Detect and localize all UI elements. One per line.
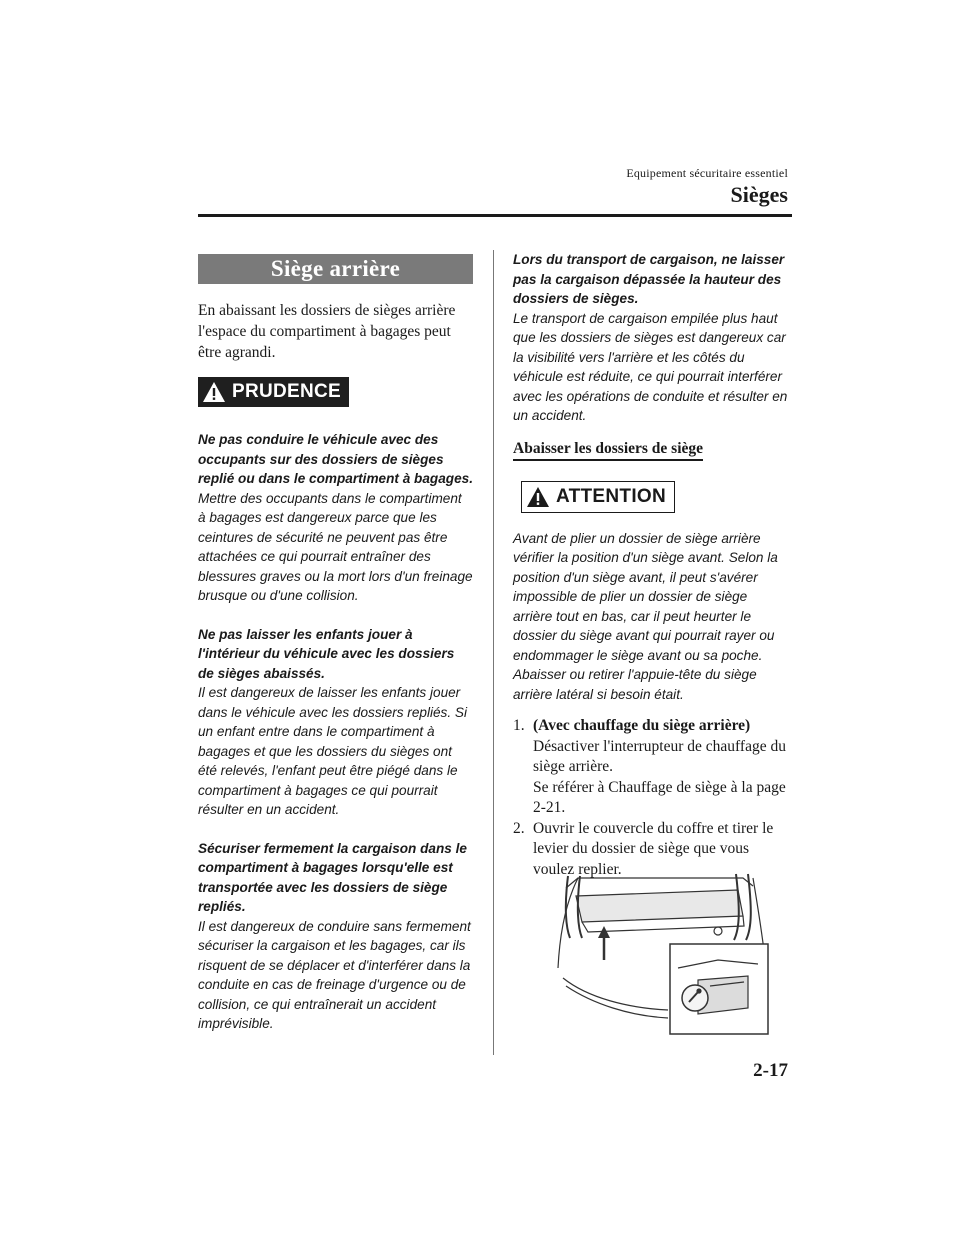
warning-body: Le transport de cargaison empilée plus haut que les dossiers de sièges est dangereux car la visibilité vers l'arrière et les côtés du véhicule est réduite, ce qui pourrait interférer avec les opérations de conduite et résulter en un accident. [513,310,788,423]
right-column [513,250,788,880]
warning-block [513,250,788,426]
step-condition: (Avec chauffage du siège arrière) [533,717,751,734]
warning-triangle-icon [202,381,226,403]
left-column [198,254,473,1034]
warning-body: Il est dangereux de conduire sans fermement sécuriser la cargaison et les bagages, car ils risquent de se déplacer et d'interférer dans la conduite en cas de freinage d'urgence ou de collision, ce qui entraînerait un accident imprévisible. [198,918,471,1031]
header-rule [198,214,792,217]
warning-block [198,430,473,606]
warning-heading: Lors du transport de cargaison, ne laisser pas la cargaison dépassée la hauteur des dossiers de sièges. [513,252,785,306]
warning-heading: Ne pas laisser les enfants jouer à l'intérieur du véhicule avec les dossiers de sièges abaissés. [198,626,455,681]
attention-label [521,481,675,513]
step-number: 1. [513,717,525,734]
warning-triangle-icon [526,486,550,508]
warning-body: Il est dangereux de laisser les enfants jouer dans le véhicule avec les dossiers repliés. Si un enfant entre dans le compartiment à bagages et que les dossiers du sièges ont été relevés, l'enfant peut être piégé dans le compartiment à bagages ce qui pourrait résulter en un accident. [198,685,467,817]
column-divider [493,250,494,1055]
attention-label-text: ATTENTION [556,485,667,507]
intro-paragraph: En abaissant les dossiers de sièges arrière l'espace du compartiment à bagages peut être agrandi. [198,302,456,361]
section-title: Siège arrière [198,254,473,284]
header-section-label: Equipement sécuritaire essentiel [626,166,788,180]
warning-block [198,625,473,820]
steps-list [513,716,788,880]
step-number: 2. [513,819,525,837]
page-number: 2-17 [753,1060,788,1081]
caution-label [198,377,349,407]
warning-heading: Ne pas conduire le véhicule avec des occupants sur des dossiers de sièges replié ou dans le compartiment à bagages. [198,432,473,486]
subheading: Abaisser les dossiers de siège [513,440,703,461]
warning-body: Mettre des occupants dans le compartiment à bagages est dangereux parce que les ceintures de sécurité ne peuvent pas être attachées ce qui pourrait entraîner des blessures graves ou la mort lors d'un freinage brusque ou d'une collision. [198,490,473,603]
list-item [513,716,788,819]
attention-text: Avant de plier un dossier de siège arrière vérifier la position d'un siège avant. Selon la position d'un siège avant, il peut s'avérer impossible de plier un dossier de siège arrière tout en bas, car il peut heurter le dossier du siège avant qui pourrait rayer ou endommager le siège avant ou sa poche. Abaisser ou retirer l'appuie-tête du siège arrière latéral si besoin était. [513,530,778,702]
step-text: Se référer à Chauffage de siège à la page 2-21. [533,778,786,816]
warning-block [198,839,473,1034]
header-title: Sièges [730,182,788,207]
caution-label-text: PRUDENCE [232,381,342,402]
warning-heading: Sécuriser fermement la cargaison dans le compartiment à bagages lorsqu'elle est transportée avec les dossiers de siège repliés. [198,840,467,914]
step-text: Ouvrir le couvercle du coffre et tirer le levier du dossier de siège que vous voulez replier. [533,819,774,878]
trunk-seat-lever-illustration [548,868,773,1038]
step-text: Désactiver l'interrupteur de chauffage du siège arrière. [533,737,786,775]
